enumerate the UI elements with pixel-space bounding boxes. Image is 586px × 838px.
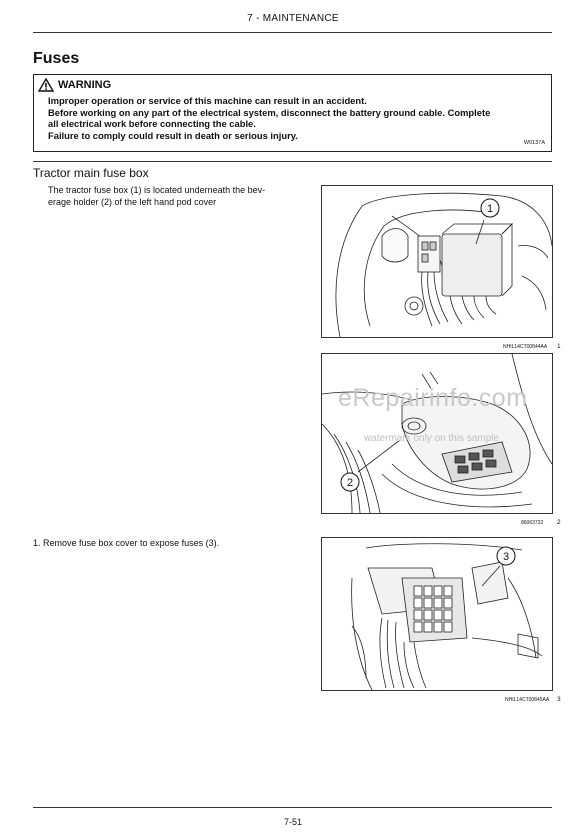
warning-label: WARNING <box>58 79 112 91</box>
page-title: Fuses <box>33 50 80 67</box>
step-1: 1. Remove fuse box cover to expose fuses (3). <box>33 538 220 548</box>
section-heading: Tractor main fuse box <box>33 166 149 180</box>
figure-code: NHIL14CT00845AA <box>505 697 550 703</box>
figure-code: 86063732 <box>521 520 544 526</box>
figure-number: 1 <box>557 343 561 350</box>
warning-header <box>38 78 111 92</box>
warning-line: Improper operation or service of this machine can result in an accident. <box>48 95 367 106</box>
warning-text <box>48 95 538 142</box>
section-rule <box>33 161 552 162</box>
figure-fuse-box-location <box>321 185 553 338</box>
warning-triangle-icon <box>38 78 54 92</box>
footer-rule <box>33 807 552 808</box>
watermark-note: watermark only on this sample <box>364 433 500 444</box>
figure-number: 3 <box>557 696 561 703</box>
warning-line: Before working on any part of the electrical system, disconnect the battery ground cable. Complete <box>48 106 491 118</box>
callout-1: 1 <box>486 203 494 215</box>
callout-2: 2 <box>346 477 354 489</box>
watermark-site: eRepairinfo.com <box>338 384 528 412</box>
figure-code: NHIL14CT00844AA <box>503 344 548 350</box>
exposed-fuses-illustration <box>322 538 552 690</box>
warning-line: Failure to comply could result in death or serious injury. <box>48 130 298 142</box>
intro-line: erage holder (2) of the left hand pod cover <box>48 197 217 207</box>
figure-number: 2 <box>557 519 561 526</box>
fuse-box-illustration <box>322 186 552 337</box>
warning-box <box>33 74 552 152</box>
header-rule <box>33 32 552 33</box>
chapter-header: 7 - MAINTENANCE <box>247 13 339 24</box>
warning-line: all electrical work before connecting the cable. <box>48 118 256 130</box>
intro-paragraph <box>48 184 308 208</box>
figure-exposed-fuses <box>321 537 553 691</box>
page-number: 7-51 <box>283 817 302 827</box>
callout-3: 3 <box>502 551 510 563</box>
warning-code: W0137A <box>523 140 545 146</box>
intro-line: The tractor fuse box (1) is located underneath the bev- <box>48 185 266 195</box>
